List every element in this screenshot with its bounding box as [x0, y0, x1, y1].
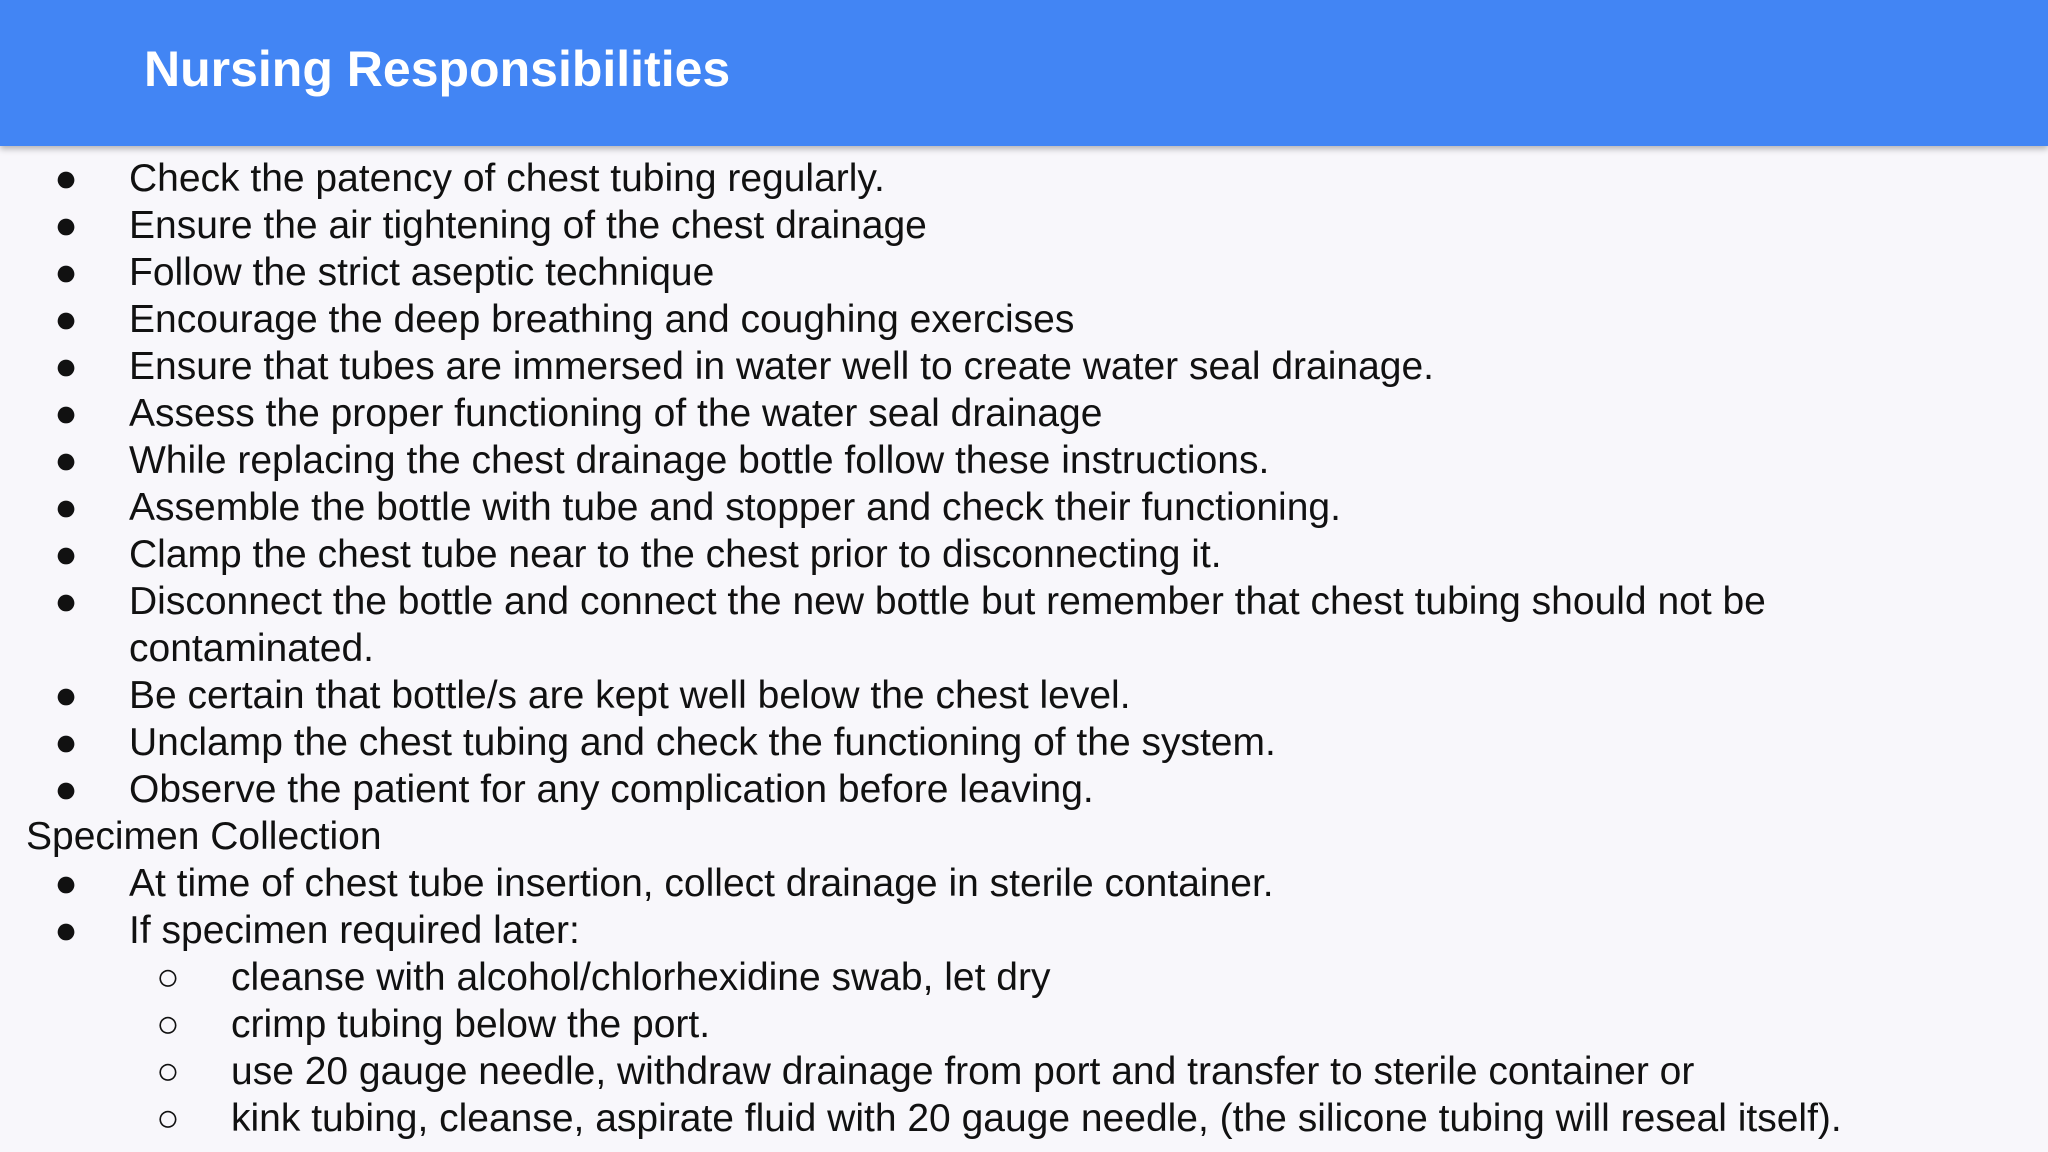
sub-list-item	[0, 954, 2048, 1001]
list-item-continuation	[0, 625, 2048, 672]
list-item	[0, 155, 2048, 202]
slide-title: Nursing Responsibilities	[144, 41, 731, 97]
bullet-icon: ●	[54, 157, 78, 200]
bullet-icon: ●	[54, 533, 78, 576]
hollow-bullet-icon: ○	[156, 956, 180, 999]
list-item-text: Follow the strict aseptic technique	[129, 251, 715, 294]
sub-list-item-text: use 20 gauge needle, withdraw drainage from port and transfer to sterile container or	[231, 1050, 1695, 1093]
sub-list-item	[0, 1095, 2048, 1142]
list-item-text: If specimen required later:	[129, 909, 580, 952]
list-item	[0, 907, 2048, 954]
list-item	[0, 202, 2048, 249]
list-item	[0, 296, 2048, 343]
bullet-icon: ●	[54, 580, 78, 623]
bullet-icon: ●	[54, 674, 78, 717]
list-item-text: Ensure the air tightening of the chest drainage	[129, 204, 927, 247]
list-item-text: Disconnect the bottle and connect the new bottle but remember that chest tubing should not be	[129, 580, 1766, 623]
list-item-text: Ensure that tubes are immersed in water well to create water seal drainage.	[129, 345, 1434, 388]
bullet-icon: ●	[54, 392, 78, 435]
list-item-text: While replacing the chest drainage bottle follow these instructions.	[129, 439, 1270, 482]
bullet-icon: ●	[54, 345, 78, 388]
hollow-bullet-icon: ○	[156, 1097, 180, 1140]
sub-list-item-text: crimp tubing below the port.	[231, 1003, 711, 1046]
bullet-icon: ●	[54, 721, 78, 764]
list-item-text: Check the patency of chest tubing regularly.	[129, 157, 885, 200]
list-item-text: Clamp the chest tube near to the chest prior to disconnecting it.	[129, 533, 1222, 576]
hollow-bullet-icon: ○	[156, 1050, 180, 1093]
list-item-text: Encourage the deep breathing and coughing exercises	[129, 298, 1075, 341]
hollow-bullet-icon: ○	[156, 1003, 180, 1046]
bullet-icon: ●	[54, 204, 78, 247]
list-item	[0, 672, 2048, 719]
sub-list-item-text: kink tubing, cleanse, aspirate fluid with 20 gauge needle, (the silicone tubing will reseal itself).	[231, 1097, 1842, 1140]
section-heading	[0, 813, 2048, 860]
slide-header	[0, 0, 2048, 146]
bullet-icon: ●	[54, 909, 78, 952]
list-item	[0, 719, 2048, 766]
section-heading-text: Specimen Collection	[26, 815, 382, 858]
list-item	[0, 249, 2048, 296]
list-item	[0, 531, 2048, 578]
sub-list-item-text: cleanse with alcohol/chlorhexidine swab, let dry	[231, 956, 1051, 999]
list-item-text: Assemble the bottle with tube and stopper and check their functioning.	[129, 486, 1341, 529]
slide-body	[0, 155, 2048, 1142]
list-item-text: Observe the patient for any complication before leaving.	[129, 768, 1094, 811]
list-item-text: contaminated.	[129, 627, 374, 670]
bullet-icon: ●	[54, 768, 78, 811]
bullet-icon: ●	[54, 486, 78, 529]
bullet-icon: ●	[54, 251, 78, 294]
bullet-icon: ●	[54, 862, 78, 905]
list-item	[0, 578, 2048, 625]
list-item-text: At time of chest tube insertion, collect drainage in sterile container.	[129, 862, 1274, 905]
list-item	[0, 437, 2048, 484]
sub-list-item	[0, 1001, 2048, 1048]
list-item-text: Be certain that bottle/s are kept well below the chest level.	[129, 674, 1131, 717]
list-item	[0, 860, 2048, 907]
list-item	[0, 484, 2048, 531]
bullet-icon: ●	[54, 298, 78, 341]
sub-list-item	[0, 1048, 2048, 1095]
list-item	[0, 343, 2048, 390]
list-item	[0, 766, 2048, 813]
list-item-text: Unclamp the chest tubing and check the functioning of the system.	[129, 721, 1276, 764]
bullet-icon: ●	[54, 439, 78, 482]
list-item	[0, 390, 2048, 437]
list-item-text: Assess the proper functioning of the water seal drainage	[129, 392, 1103, 435]
